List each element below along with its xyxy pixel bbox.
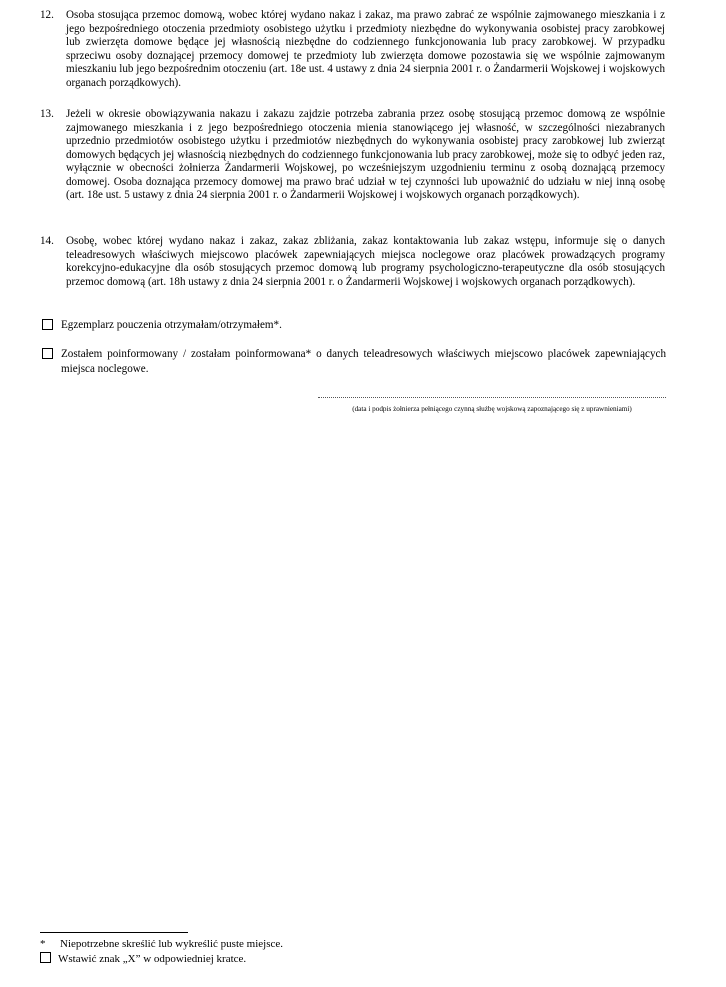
receipt-confirmation-text: Egzemplarz pouczenia otrzymałam/otrzymałem*. <box>61 319 282 331</box>
item-number: 12. <box>40 9 54 21</box>
item-text: Osoba stosująca przemoc domową, wobec której wydano nakaz i zakaz, ma prawo zabrać ze wspólnie zajmowanego mieszkania i z jego bezpośredniego otoczenia przedmioty osobistego użytku i przedmioty niezbędne do wykonywania osobistej pracy zarobkowej lub zwierzęta domowe będące jej własnością niezbędne do codziennego funkcjonowania lub pracy zarobkowej. W przypadku sprzeciwu osoby doznającej przemocy domowej te przedmioty lub zwierzęta domowe pozostawia się we wspólnie zajmowanym mieszkaniu lub jego bezpośrednim otoczeniu (art. 18e ust. 4 ustawy z dnia 24 sierpnia 2001 r. o Żandarmerii Wojskowej i wojskowych organach porządkowych). <box>66 9 665 89</box>
signature-line[interactable] <box>318 397 666 398</box>
instruction-item-13 <box>40 108 665 203</box>
signature-caption: (data i podpis żołnierza pełniącego czynną służbę wojskową zapoznającego się z uprawnieniami) <box>352 405 632 413</box>
item-text: Jeżeli w okresie obowiązywania nakazu i zakazu zajdzie potrzeba zabrania przez osobę stosującą przemoc domową ze wspólnie zajmowanego mieszkania i z jego bezpośredniego otoczenia mienia stanowiącego jej własność, w szczególności niezabranych uprzednio przedmiotów osobistego użytku i przedmiotów niezbędnych do wykonywania osobistej pracy zarobkowej lub zwierząt domowych będących jej własnością niezbędnych do codziennego funkcjonowania lub pracy zarobkowej, może się to odbyć jeden raz, wyłącznie w obecności żołnierza Żandarmerii Wojskowej, po wcześniejszym uzgodnieniu terminu z osobą doznającą przemocy domowej. Osoba doznająca przemocy domowej ma prawo brać udział w tej czynności lub upoważnić do udziału w niej inną osobę (art. 18e ust. 5 ustawy z dnia 24 sierpnia 2001 r. o Żandarmerii Wojskowej i wojskowych organach porządkowych). <box>66 108 665 201</box>
footnote-asterisk-marker: * <box>40 938 46 950</box>
item-text: Osobę, wobec której wydano nakaz i zakaz, zakaz zbliżania, zakaz kontaktowania lub zakaz wstępu, informuje się o danych teleadresowych właściwych miejscowo placówek zapewniających miejsca noclegowe oraz placówek prowadzących programy korekcyjno-edukacyjne dla osób stosujących przemoc domową lub programy psychologiczno-terapeutyczne dla osób stosujących przemoc domową (art. 18h ustawy z dnia 24 sierpnia 2001 r. o Żandarmerii Wojskowej i wojskowych organach porządkowych). <box>66 235 665 288</box>
footnote-checkbox-icon <box>40 952 51 963</box>
footnote-checkbox-text: Wstawić znak „X” w odpowiedniej kratce. <box>58 953 247 965</box>
footnote-divider <box>40 932 188 933</box>
shelter-info-confirmation-text: Zostałem poinformowany / zostałam poinformowana* o danych teleadresowych właściwych miejscowo placówek zapewniających miejsca noclegowe. <box>61 348 666 375</box>
instruction-item-12 <box>40 9 665 90</box>
footnote-asterisk <box>40 938 660 951</box>
receipt-checkbox[interactable] <box>42 319 53 330</box>
receipt-confirmation-row <box>42 318 666 333</box>
footnote-checkbox <box>40 952 660 966</box>
shelter-info-checkbox[interactable] <box>42 348 53 359</box>
shelter-info-confirmation-row <box>42 347 666 377</box>
item-number: 13. <box>40 108 54 120</box>
instruction-item-14 <box>40 235 665 289</box>
footnote-asterisk-text: Niepotrzebne skreślić lub wykreślić puste miejsce. <box>60 938 283 950</box>
item-number: 14. <box>40 235 54 247</box>
